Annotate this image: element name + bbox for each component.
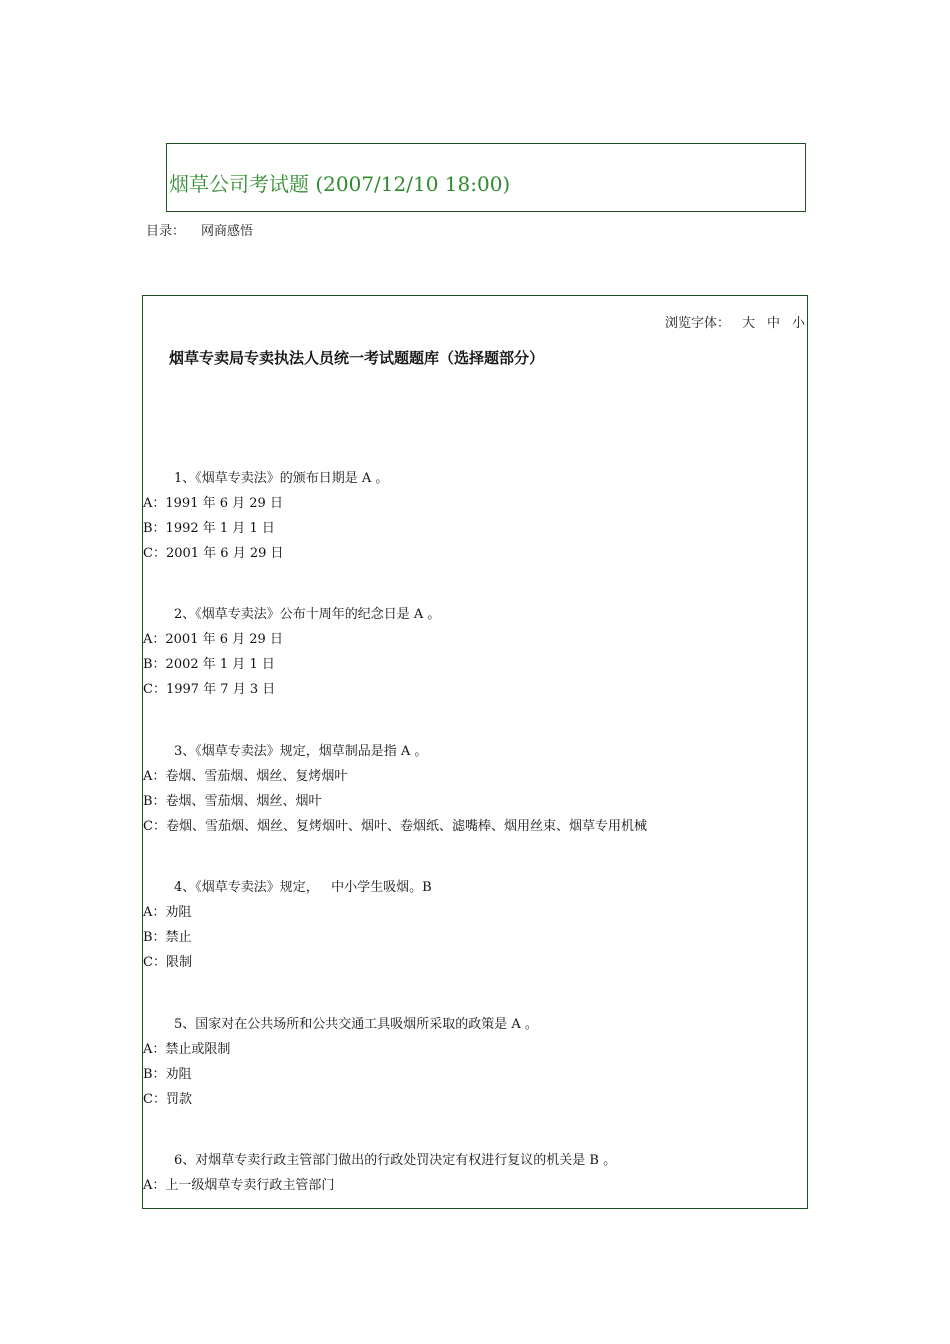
question-4 [143, 875, 803, 975]
font-size-label: 浏览字体： [664, 316, 730, 331]
option-c: C：限制 [143, 955, 192, 970]
option-b: B：劝阻 [143, 1067, 192, 1082]
question-text: 2、《烟草专卖法》公布十周年的纪念日是 A 。 [174, 607, 441, 622]
question-5 [143, 1012, 803, 1112]
font-size-medium-link[interactable]: 中 [766, 316, 780, 331]
option-a: A：上一级烟草专卖行政主管部门 [143, 1178, 335, 1193]
catalog-label: 目录： [146, 224, 186, 239]
font-size-small-link[interactable]: 小 [791, 316, 805, 331]
question-text: 4、《烟草专卖法》规定， 中小学生吸烟。B [174, 880, 432, 895]
option-a: A：劝阻 [143, 905, 192, 920]
question-text: 5、国家对在公共场所和公共交通工具吸烟所采取的政策是 A 。 [174, 1017, 538, 1032]
post-title: 烟草公司考试题 (2007/12/10 18:00) [169, 172, 511, 196]
option-a: A：1991 年 6 月 29 日 [143, 496, 283, 511]
option-b: B：卷烟、雪茄烟、烟丝、烟叶 [143, 794, 322, 809]
question-1 [143, 466, 803, 566]
option-b: B：1992 年 1 月 1 日 [143, 521, 275, 536]
catalog-line [146, 220, 253, 239]
option-b: B：2002 年 1 月 1 日 [143, 657, 275, 672]
question-3 [143, 739, 803, 839]
question-text: 6、对烟草专卖行政主管部门做出的行政处罚决定有权进行复议的机关是 B 。 [174, 1153, 617, 1168]
question-text: 1、《烟草专卖法》的颁布日期是 A 。 [174, 471, 389, 486]
option-c: C：1997 年 7 月 3 日 [143, 682, 276, 697]
font-size-large-link[interactable]: 大 [741, 316, 755, 331]
option-c: C：卷烟、雪茄烟、烟丝、复烤烟叶、烟叶、卷烟纸、滤嘴棒、烟用丝束、烟草专用机械 [143, 819, 647, 834]
option-c: C：罚款 [143, 1092, 192, 1107]
catalog-link[interactable]: 网商感悟 [201, 224, 254, 239]
question-2 [143, 602, 803, 702]
option-c: C：2001 年 6 月 29 日 [143, 546, 284, 561]
option-a: A：禁止或限制 [143, 1042, 231, 1057]
article-heading: 烟草专卖局专卖执法人员统一考试题题库（选择题部分） [169, 349, 545, 367]
post-title-box [166, 143, 806, 212]
option-a: A：卷烟、雪茄烟、烟丝、复烤烟叶 [143, 769, 348, 784]
option-b: B：禁止 [143, 930, 192, 945]
font-size-selector [665, 312, 805, 331]
question-6 [143, 1148, 803, 1198]
question-text: 3、《烟草专卖法》规定，烟草制品是指 A 。 [174, 744, 428, 759]
option-a: A：2001 年 6 月 29 日 [143, 632, 283, 647]
article-container [142, 295, 808, 1209]
